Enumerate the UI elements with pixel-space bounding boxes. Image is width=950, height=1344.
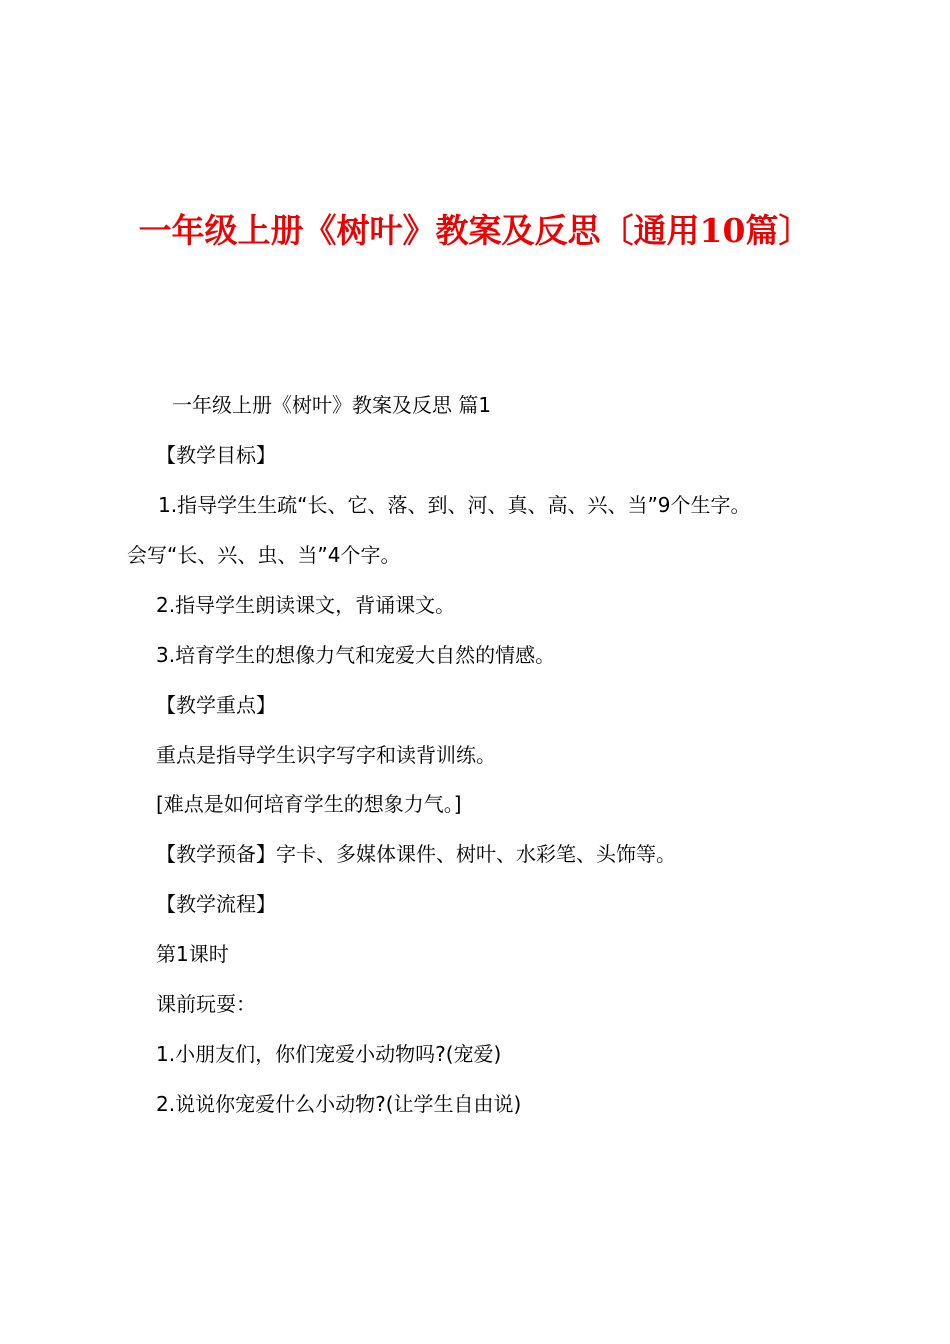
preparation-text: 【教学预备】字卡、多媒体课件、树叶、水彩笔、头饰等。 [156, 842, 676, 866]
goal-1-line-1: 1.指导学生生疏“长、它、落、到、河、真、高、兴、当”9个生字。 [158, 493, 751, 517]
teaching-goals-heading: 【教学目标】 [156, 443, 276, 467]
goal-3: 3.培育学生的想像力气和宠爱大自然的情感。 [156, 643, 556, 667]
section-heading: 一年级上册《树叶》教案及反思 篇1 [172, 393, 492, 417]
question-1: 1.小朋友们，你们宠爱小动物吗?(宠爱) [156, 1042, 502, 1066]
teaching-process-heading: 【教学流程】 [156, 892, 276, 916]
difficulty-text: [难点是如何培育学生的想象力气。] [156, 792, 462, 816]
question-2: 2.说说你宠爱什么小动物?(让学生自由说) [156, 1092, 522, 1116]
key-points-heading: 【教学重点】 [156, 693, 276, 717]
lesson-number: 第1课时 [156, 942, 229, 966]
goal-2: 2.指导学生朗读课文，背诵课文。 [156, 593, 456, 617]
document-title: 一年级上册《树叶》教案及反思〔通用10篇〕 [138, 211, 812, 250]
pre-class-game: 课前玩耍： [156, 992, 256, 1016]
goal-1-line-2: 会写“长、兴、虫、当”4个字。 [127, 543, 401, 567]
key-point-text: 重点是指导学生识字写字和读背训练。 [156, 743, 496, 767]
